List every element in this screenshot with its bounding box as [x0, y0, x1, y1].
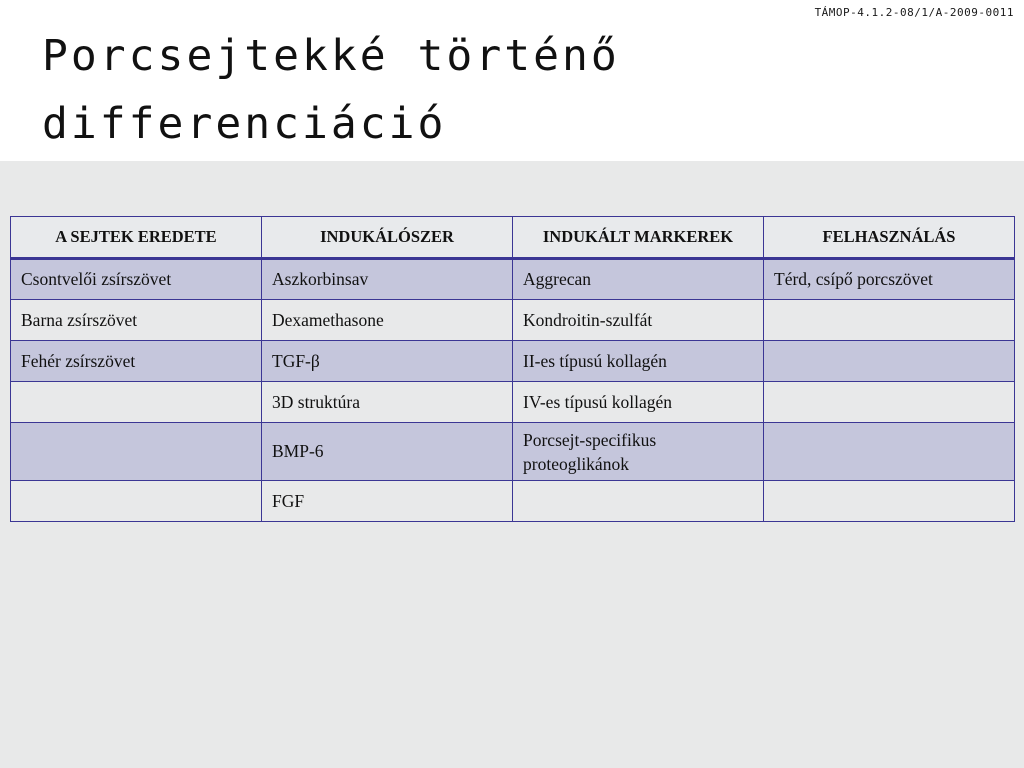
- column-header-inducer: INDUKÁLÓSZER: [262, 217, 513, 259]
- table-row: [11, 423, 1015, 481]
- table-cell: Aggrecan: [513, 259, 764, 300]
- table-cell: [513, 481, 764, 522]
- table-cell: [764, 341, 1015, 382]
- table-cell: TGF-β: [262, 341, 513, 382]
- table-header-row: [11, 217, 1015, 259]
- table-cell: Aszkorbinsav: [262, 259, 513, 300]
- table-cell: FGF: [262, 481, 513, 522]
- project-code: TÁMOP-4.1.2-08/1/A-2009-0011: [814, 6, 1014, 19]
- table-cell: [764, 423, 1015, 481]
- column-header-markers: INDUKÁLT MARKEREK: [513, 217, 764, 259]
- column-header-usage: FELHASZNÁLÁS: [764, 217, 1015, 259]
- table-row: [11, 259, 1015, 300]
- table-cell-text: Porcsejt-specifikus proteoglikánok: [523, 429, 657, 474]
- table-cell: II-es típusú kollagén: [513, 341, 764, 382]
- table-cell: [11, 382, 262, 423]
- table-row: [11, 300, 1015, 341]
- table-cell: [11, 423, 262, 481]
- table-row: [11, 341, 1015, 382]
- table-cell: 3D struktúra: [262, 382, 513, 423]
- table-row: [11, 481, 1015, 522]
- table-cell: Csontvelői zsírszövet: [11, 259, 262, 300]
- table-cell: IV-es típusú kollagén: [513, 382, 764, 423]
- table-cell: Térd, csípő porcszövet: [764, 259, 1015, 300]
- table-cell: Fehér zsírszövet: [11, 341, 262, 382]
- table-cell: [764, 382, 1015, 423]
- title-band: [0, 0, 1024, 161]
- table-container: [10, 216, 1015, 522]
- slide-title-line-2: differenciáció: [42, 99, 447, 149]
- table-cell: [764, 300, 1015, 341]
- table-cell: BMP-6: [262, 423, 513, 481]
- table-cell: [513, 423, 764, 481]
- table-cell: Dexamethasone: [262, 300, 513, 341]
- table-row: [11, 382, 1015, 423]
- slide-title: [42, 22, 942, 158]
- column-header-cell-origin: A SEJTEK EREDETE: [11, 217, 262, 259]
- table-cell: [11, 481, 262, 522]
- table-cell: [764, 481, 1015, 522]
- slide-title-line-1: Porcsejtekké történő: [42, 31, 620, 81]
- table-cell: Kondroitin-szulfát: [513, 300, 764, 341]
- differentiation-table: [10, 216, 1015, 522]
- table-cell: Barna zsírszövet: [11, 300, 262, 341]
